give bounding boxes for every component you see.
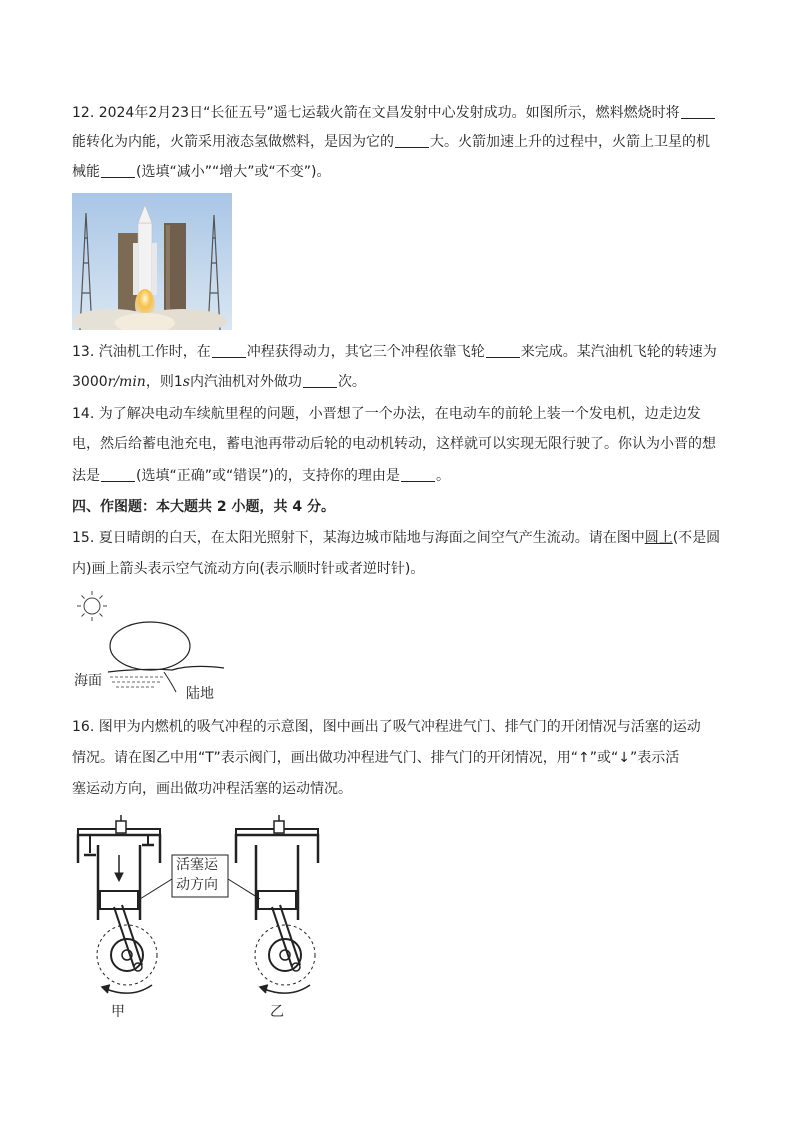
callout-line2: 动方向 — [176, 877, 218, 893]
sun-icon — [77, 591, 107, 621]
q14-line3 — [72, 466, 450, 486]
q16-line2: 情况。请在图乙中用“T”表示阀门，画出做功冲程进气门、排气门的开闭情况，用“↑”或“↓”表示活 — [72, 750, 680, 766]
q13-second-unit: s — [182, 374, 190, 390]
q12-text: 能转化为内能，火箭采用液态氢做燃料，是因为它的 — [72, 134, 394, 150]
q14-text: 。 — [435, 468, 450, 484]
q12-text: 大。火箭加速上升的过程中，火箭上卫星的机 — [430, 134, 710, 150]
q13-line2 — [72, 372, 366, 392]
q14-blank-1[interactable] — [101, 467, 135, 482]
q13-line1 — [72, 342, 717, 362]
q15-line1 — [72, 528, 720, 548]
q12-text: (选填“减小”“增大”或“不变”)。 — [136, 164, 331, 180]
q13-text: 次。 — [337, 374, 366, 390]
q14-line1: 14. 为了解决电动车续航里程的问题，小晋想了一个办法，在电动车的前轮上装一个发电机，边走边发 — [72, 406, 701, 422]
q13-text: 13. 汽油机工作时，在 — [72, 344, 211, 360]
rotation-arrow-icon — [260, 985, 310, 993]
section-title: 四、作图题： — [72, 499, 156, 515]
q15-underlined-text: 圆上 — [644, 530, 673, 546]
engine-diagrams — [72, 815, 332, 1010]
q12-blank-1[interactable] — [681, 104, 715, 119]
rotation-arrow-icon — [102, 985, 152, 993]
q12-text: 械能 — [72, 164, 100, 180]
q12-line3 — [72, 162, 330, 182]
section-description: 本大题共 2 小题，共 4 分。 — [156, 499, 335, 515]
q13-blank-1[interactable] — [212, 343, 246, 358]
q13-speed-unit: r/min — [107, 374, 146, 390]
callout-line1: 活塞运 — [176, 857, 218, 873]
q13-text: 冲程获得动力，其它三个冲程依靠飞轮 — [246, 344, 485, 360]
air-flow-circle — [110, 622, 190, 670]
q13-text: 来完成。某汽油机飞轮的转速为 — [520, 344, 717, 360]
q13-speed-value: 3000 — [72, 374, 108, 390]
q12-blank-2[interactable] — [395, 133, 429, 148]
engine-jia-diagram — [78, 815, 160, 985]
q15-text: (不是圆 — [672, 530, 721, 546]
q15-line2: 内)画上箭头表示空气流动方向(表示顺时针或者逆时针)。 — [72, 561, 425, 577]
label-yi: 乙 — [270, 1004, 284, 1020]
q16-line1: 16. 图甲为内燃机的吸气冲程的示意图，图中画出了吸气冲程进气门、排气门的开闭情况与活塞的运动 — [72, 719, 701, 735]
q13-text: ，则1 — [145, 374, 183, 390]
q13-text: 内汽油机对外做功 — [189, 374, 302, 390]
q15-text: 15. 夏日晴朗的白天，在太阳光照射下，某海边城市陆地与海面之间空气产生流动。请在图中 — [72, 530, 645, 546]
engine-yi-diagram — [236, 815, 318, 985]
q14-text: 法是 — [72, 468, 100, 484]
arrow-down-icon — [115, 855, 123, 881]
land-label: 陆地 — [186, 686, 214, 702]
rocket-launch-photo — [72, 193, 232, 330]
q13-blank-2[interactable] — [486, 343, 520, 358]
q16-line3: 塞运动方向，画出做功冲程活塞的运动情况。 — [72, 781, 352, 797]
q14-line2: 电，然后给蓄电池充电，蓄电池再带动后轮的电动机转动，这样就可以实现无限行驶了。你认为小晋的想 — [72, 436, 716, 452]
q12-line1 — [72, 103, 716, 123]
sea-label: 海面 — [74, 673, 102, 689]
q12-text: 12. 2024年2月23日“长征五号”遥七运载火箭在文昌发射中心发射成功。如图所示，燃料燃烧时将 — [72, 105, 680, 121]
label-jia: 甲 — [111, 1004, 125, 1020]
q14-blank-2[interactable] — [401, 467, 435, 482]
q12-blank-3[interactable] — [101, 163, 135, 178]
q14-text: (选填“正确”或“错误”)的，支持你的理由是 — [136, 468, 400, 484]
section-heading — [72, 497, 335, 517]
q12-line2 — [72, 132, 710, 152]
q13-blank-3[interactable] — [303, 373, 337, 388]
